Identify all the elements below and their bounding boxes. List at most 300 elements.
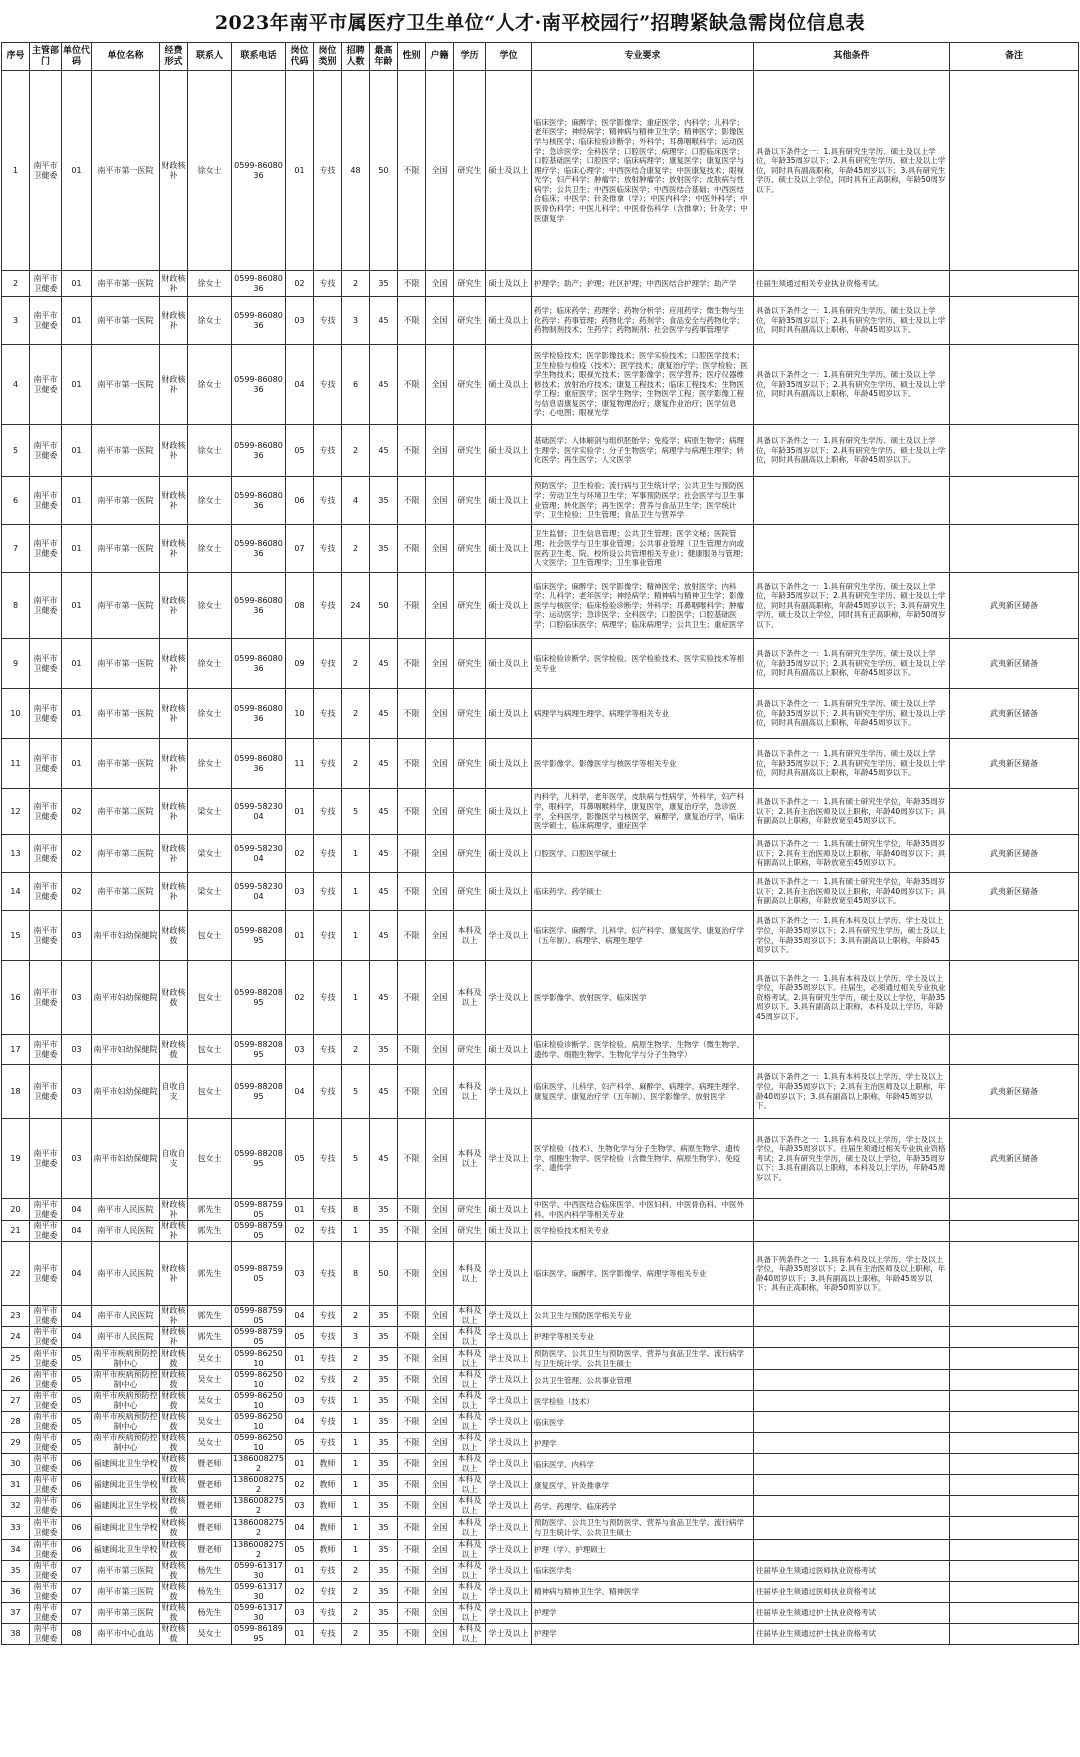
gender-cell: 不限 <box>398 1199 426 1221</box>
table-row <box>2 1475 1079 1496</box>
remarks-cell <box>950 1348 1079 1370</box>
table-row <box>2 1517 1079 1539</box>
remarks-cell <box>950 297 1079 345</box>
household-registration-cell: 全国 <box>426 1517 454 1539</box>
education-cell: 研究生 <box>454 345 486 425</box>
unit-name-cell: 南平市第一医院 <box>92 739 160 789</box>
household-registration-cell: 全国 <box>426 345 454 425</box>
degree-cell: 学士及以上 <box>486 911 532 961</box>
table-row <box>2 477 1079 525</box>
max-age-cell: 35 <box>370 477 398 525</box>
major-requirements-cell: 临床医学、儿科学、妇产科学、麻醉学、病理学、病理生理学、康复医学、康复治疗学（五年制）、医学影像学、放射医学 <box>532 1065 754 1119</box>
recruit-count-cell: 1 <box>342 873 370 911</box>
other-conditions-cell: 具备以下条件之一：1.具有本科及以上学历、学士及以上学位，年龄35周岁以下。往届生，必须通过相关专业执业资格考试。2.具有研究生学历，硕士及以上学位，年龄35周岁以下。3.具有副高以上职称，本科及以上学历，年龄45周岁以下。 <box>754 961 950 1035</box>
degree-cell: 硕士及以上 <box>486 425 532 477</box>
table-body <box>2 71 1079 1645</box>
major-requirements-cell: 护理学等相关专业 <box>532 1327 754 1348</box>
degree-cell: 学士及以上 <box>486 961 532 1035</box>
post-code-cell: 11 <box>286 739 314 789</box>
recruit-count-cell: 1 <box>342 1496 370 1517</box>
gender-cell: 不限 <box>398 1602 426 1623</box>
education-cell: 本科及以上 <box>454 911 486 961</box>
table-row <box>2 1221 1079 1242</box>
degree-cell: 硕士及以上 <box>486 1199 532 1221</box>
household-registration-cell: 全国 <box>426 1496 454 1517</box>
gender-cell: 不限 <box>398 1581 426 1602</box>
unit-code-cell: 02 <box>62 873 92 911</box>
recruit-count-cell: 1 <box>342 1433 370 1454</box>
department-cell: 南平市卫健委 <box>30 1433 62 1454</box>
recruit-count-cell: 24 <box>342 573 370 639</box>
table-row <box>2 1560 1079 1581</box>
post-type-cell: 专技 <box>314 689 342 739</box>
contact-person-cell: 吴女士 <box>188 1348 232 1370</box>
gender-cell: 不限 <box>398 1327 426 1348</box>
household-registration-cell: 全国 <box>426 1433 454 1454</box>
degree-cell: 学士及以上 <box>486 1412 532 1433</box>
unit-name-cell: 南平市妇幼保健院 <box>92 961 160 1035</box>
household-registration-cell: 全国 <box>426 739 454 789</box>
department-cell: 南平市卫健委 <box>30 1221 62 1242</box>
degree-cell: 学士及以上 <box>486 1327 532 1348</box>
unit-code-cell: 01 <box>62 297 92 345</box>
post-type-cell: 专技 <box>314 789 342 835</box>
table-row <box>2 1348 1079 1370</box>
department-cell: 南平市卫健委 <box>30 1391 62 1412</box>
unit-name-cell: 南平市中心血站 <box>92 1623 160 1644</box>
table-row <box>2 1370 1079 1391</box>
household-registration-cell: 全国 <box>426 961 454 1035</box>
max-age-cell: 35 <box>370 1306 398 1327</box>
education-cell: 本科及以上 <box>454 1496 486 1517</box>
table-row <box>2 1496 1079 1517</box>
post-type-cell: 专技 <box>314 835 342 873</box>
table-row <box>2 1623 1079 1644</box>
contact-phone-cell: 0599-8608036 <box>232 573 286 639</box>
degree-cell: 硕士及以上 <box>486 71 532 271</box>
funding-type-cell: 财政核补 <box>160 425 188 477</box>
unit-code-cell: 08 <box>62 1623 92 1644</box>
remarks-cell <box>950 961 1079 1035</box>
department-cell: 南平市卫健委 <box>30 1327 62 1348</box>
unit-code-cell: 04 <box>62 1242 92 1306</box>
gender-cell: 不限 <box>398 1412 426 1433</box>
department-cell: 南平市卫健委 <box>30 1454 62 1475</box>
contact-person-cell: 吴女士 <box>188 1370 232 1391</box>
household-registration-cell: 全国 <box>426 1412 454 1433</box>
gender-cell: 不限 <box>398 1560 426 1581</box>
department-cell: 南平市卫健委 <box>30 297 62 345</box>
post-code-cell: 04 <box>286 1412 314 1433</box>
contact-phone-cell: 0599-8875905 <box>232 1242 286 1306</box>
table-row <box>2 873 1079 911</box>
row-number-cell: 10 <box>2 689 30 739</box>
household-registration-cell: 全国 <box>426 1119 454 1199</box>
recruit-count-cell: 1 <box>342 1475 370 1496</box>
unit-code-cell: 01 <box>62 425 92 477</box>
post-code-cell: 10 <box>286 689 314 739</box>
education-cell: 本科及以上 <box>454 1412 486 1433</box>
table-row <box>2 911 1079 961</box>
row-number-cell: 16 <box>2 961 30 1035</box>
row-number-cell: 22 <box>2 1242 30 1306</box>
max-age-cell: 45 <box>370 1119 398 1199</box>
contact-phone-cell: 0599-8608036 <box>232 689 286 739</box>
row-number-cell: 27 <box>2 1391 30 1412</box>
max-age-cell: 45 <box>370 873 398 911</box>
post-type-cell: 专技 <box>314 1221 342 1242</box>
major-requirements-cell: 护理学 <box>532 1433 754 1454</box>
gender-cell: 不限 <box>398 345 426 425</box>
major-requirements-cell: 病理学与病理生理学、病理学等相关专业 <box>532 689 754 739</box>
unit-name-cell: 南平市第一医院 <box>92 425 160 477</box>
contact-person-cell: 杨先生 <box>188 1581 232 1602</box>
major-requirements-cell: 护理学；助产；护理；社区护理；中西医结合护理学；助产学 <box>532 271 754 297</box>
recruit-count-cell: 2 <box>342 1560 370 1581</box>
row-number-cell: 28 <box>2 1412 30 1433</box>
contact-person-cell: 暨老师 <box>188 1517 232 1539</box>
post-code-cell: 04 <box>286 1306 314 1327</box>
post-code-cell: 01 <box>286 1623 314 1644</box>
max-age-cell: 35 <box>370 1035 398 1065</box>
contact-person-cell: 吴女士 <box>188 1433 232 1454</box>
unit-name-cell: 南平市人民医院 <box>92 1221 160 1242</box>
row-number-cell: 9 <box>2 639 30 689</box>
post-type-cell: 教师 <box>314 1539 342 1560</box>
funding-type-cell: 财政核补 <box>160 689 188 739</box>
contact-phone-cell: 0599-8820895 <box>232 961 286 1035</box>
household-registration-cell: 全国 <box>426 1391 454 1412</box>
contact-phone-cell: 0599-8608036 <box>232 477 286 525</box>
unit-code-cell: 04 <box>62 1306 92 1327</box>
row-number-cell: 17 <box>2 1035 30 1065</box>
major-requirements-cell: 临床药学、药学硕士 <box>532 873 754 911</box>
column-header: 经费形式 <box>160 43 188 71</box>
recruit-count-cell: 8 <box>342 1242 370 1306</box>
unit-name-cell: 南平市疾病预防控制中心 <box>93 1391 158 1411</box>
contact-person-cell: 梁女士 <box>188 873 232 911</box>
other-conditions-cell: 具备以下条件之一：1.具有研究生学历、硕士及以上学位，年龄35周岁以下；2.具有研究生学历、硕士及以上学位，同时具有副高以上职称，年龄45周岁以下。 <box>754 689 950 739</box>
contact-phone-cell: 0599-5823004 <box>232 873 286 911</box>
remarks-cell <box>950 789 1079 835</box>
unit-code-cell: 06 <box>62 1475 92 1496</box>
other-conditions-cell <box>754 1391 950 1412</box>
funding-type-cell: 财政核拨 <box>161 1475 186 1495</box>
post-type-cell: 专技 <box>314 1306 342 1327</box>
other-conditions-cell: 往届毕业生须通过医师执业资格考试 <box>754 1560 950 1581</box>
education-cell: 研究生 <box>454 1035 486 1065</box>
row-number-cell: 31 <box>2 1475 30 1496</box>
row-number-cell: 1 <box>2 71 30 271</box>
education-cell: 研究生 <box>454 835 486 873</box>
funding-type-cell: 财政核拨 <box>161 1560 186 1580</box>
max-age-cell: 35 <box>370 1560 398 1581</box>
recruit-count-cell: 1 <box>342 911 370 961</box>
department-cell: 南平市卫健委 <box>30 573 62 639</box>
major-requirements-cell: 临床医学、麻醉学、医学影像学、病理学等相关专业 <box>532 1242 754 1306</box>
other-conditions-cell: 具备以下条件之一：1.具有本科及以上学历、学士及以上学位，年龄35周岁以下；2.具有主治医师及以上职称，年龄40周岁以下；3.具有副高以上职称，年龄45周岁以下。 <box>754 1065 950 1119</box>
unit-code-cell: 03 <box>62 1065 92 1119</box>
gender-cell: 不限 <box>398 873 426 911</box>
remarks-cell <box>950 1199 1079 1221</box>
funding-type-cell: 财政核拨 <box>161 1581 186 1601</box>
contact-phone-cell: 0599-8608036 <box>232 271 286 297</box>
gender-cell: 不限 <box>398 1221 426 1242</box>
post-type-cell: 专技 <box>314 1327 342 1348</box>
unit-code-cell: 05 <box>62 1370 92 1391</box>
unit-code-cell: 01 <box>62 689 92 739</box>
unit-code-cell: 06 <box>62 1539 92 1560</box>
unit-name-cell: 南平市第一医院 <box>92 71 160 271</box>
contact-phone-cell: 13860082752 <box>233 1496 284 1516</box>
education-cell: 本科及以上 <box>454 1242 486 1306</box>
major-requirements-cell: 临床检验诊断学、医学检验、病原生物学、生物学（微生物学、遗传学、细胞生物学、生物化学与分子生物学） <box>532 1035 754 1065</box>
post-type-cell: 专技 <box>314 71 342 271</box>
gender-cell: 不限 <box>398 477 426 525</box>
recruit-count-cell: 2 <box>342 1581 370 1602</box>
max-age-cell: 35 <box>370 271 398 297</box>
max-age-cell: 35 <box>370 1581 398 1602</box>
unit-name-cell: 南平市第三医院 <box>92 1560 160 1581</box>
major-requirements-cell: 基础医学；人体解剖与组织胚胎学；免疫学；病原生物学；病理生理学；医学实验学；分子生物医学；病理学与病理生理学；转化医学；再生医学；人文医学 <box>532 425 754 477</box>
column-header: 专业要求 <box>532 43 754 71</box>
remarks-cell <box>950 1581 1079 1602</box>
table-row <box>2 1199 1079 1221</box>
max-age-cell: 45 <box>370 911 398 961</box>
max-age-cell: 45 <box>370 1065 398 1119</box>
funding-type-cell: 财政核拨 <box>161 1602 186 1622</box>
degree-cell: 硕士及以上 <box>486 477 532 525</box>
funding-type-cell: 财政核拨 <box>160 1348 188 1370</box>
recruit-count-cell: 2 <box>342 271 370 297</box>
major-requirements-cell: 口腔医学、口腔医学硕士 <box>532 835 754 873</box>
table-row <box>2 1391 1079 1412</box>
funding-type-cell: 财政核补 <box>160 835 188 873</box>
unit-name-cell: 南平市人民医院 <box>92 1327 160 1348</box>
household-registration-cell: 全国 <box>426 835 454 873</box>
post-code-cell: 01 <box>286 1560 314 1581</box>
contact-person-cell: 吴女士 <box>188 1623 232 1644</box>
post-type-cell: 专技 <box>314 525 342 573</box>
row-number-cell: 15 <box>2 911 30 961</box>
post-code-cell: 02 <box>286 1370 314 1391</box>
other-conditions-cell: 具备以下条件之一：1.具有本科及以上学历，学士及以上学位，年龄35周岁以下。往届生须通过相关专业执业资格考试；2.具有研究生学历，硕士及以上学位，年龄35周岁以下；3.具有副高以上职称，本科及以上学历，年龄45周岁以下。 <box>754 1119 950 1199</box>
contact-phone-cell: 0599-8618995 <box>232 1623 286 1644</box>
row-number-cell: 33 <box>2 1517 30 1539</box>
contact-person-cell: 包女士 <box>188 911 232 961</box>
max-age-cell: 35 <box>370 1412 398 1433</box>
unit-name-cell: 南平市第一医院 <box>92 525 160 573</box>
education-cell: 研究生 <box>454 271 486 297</box>
column-header: 单位代码 <box>62 43 92 71</box>
recruit-count-cell: 2 <box>342 425 370 477</box>
household-registration-cell: 全国 <box>426 525 454 573</box>
unit-name-cell: 南平市第三医院 <box>92 1602 160 1623</box>
funding-type-cell: 财政核补 <box>160 525 188 573</box>
unit-code-cell: 03 <box>62 1119 92 1199</box>
education-cell: 本科及以上 <box>454 1306 486 1327</box>
unit-name-cell: 南平市第二医院 <box>92 835 160 873</box>
contact-person-cell: 包女士 <box>188 1119 232 1199</box>
post-code-cell: 01 <box>286 1454 314 1475</box>
row-number-cell: 19 <box>2 1119 30 1199</box>
major-requirements-cell: 预防医学、公共卫生与预防医学、营养与食品卫生学、流行病学与卫生统计学、公共卫生硕士 <box>532 1348 754 1370</box>
row-number-cell: 23 <box>2 1306 30 1327</box>
other-conditions-cell <box>754 477 950 525</box>
contact-phone-cell: 0599-8820895 <box>232 911 286 961</box>
table-row <box>2 1539 1079 1560</box>
household-registration-cell: 全国 <box>426 639 454 689</box>
max-age-cell: 45 <box>370 739 398 789</box>
gender-cell: 不限 <box>398 961 426 1035</box>
recruit-count-cell: 1 <box>342 1221 370 1242</box>
unit-code-cell: 01 <box>62 271 92 297</box>
contact-phone-cell: 0599-8625010 <box>232 1412 286 1433</box>
contact-phone-cell: 0599-8608036 <box>232 639 286 689</box>
post-type-cell: 专技 <box>314 573 342 639</box>
other-conditions-cell <box>754 1199 950 1221</box>
recruit-count-cell: 2 <box>342 1035 370 1065</box>
department-cell: 南平市卫健委 <box>30 1348 62 1370</box>
max-age-cell: 35 <box>370 1623 398 1644</box>
department-cell: 南平市卫健委 <box>30 1517 62 1539</box>
contact-phone-cell: 0599-5823004 <box>232 835 286 873</box>
row-number-cell: 18 <box>2 1065 30 1119</box>
table-row <box>2 345 1079 425</box>
education-cell: 本科及以上 <box>454 1517 486 1539</box>
contact-phone-cell: 0599-8625010 <box>232 1370 286 1391</box>
max-age-cell: 35 <box>370 1475 398 1496</box>
row-number-cell: 24 <box>2 1327 30 1348</box>
degree-cell: 学士及以上 <box>486 1306 532 1327</box>
post-type-cell: 教师 <box>314 1517 342 1539</box>
unit-name-cell: 南平市第一医院 <box>92 573 160 639</box>
other-conditions-cell <box>754 525 950 573</box>
table-row <box>2 739 1079 789</box>
recruit-count-cell: 1 <box>342 835 370 873</box>
household-registration-cell: 全国 <box>426 477 454 525</box>
unit-name-cell: 南平市妇幼保健院 <box>92 1119 160 1199</box>
other-conditions-cell: 具备以下条件之一：1.具有本科及以上学历、学士及以上学位，年龄35周岁以下；2.具有研究生学历，硕士及以上学位，年龄35周岁以下；3.具有副高以上职称，年龄45周岁以下。 <box>754 911 950 961</box>
unit-code-cell: 01 <box>62 639 92 689</box>
unit-code-cell: 01 <box>62 477 92 525</box>
contact-person-cell: 徐女士 <box>188 297 232 345</box>
major-requirements-cell: 临床医学类 <box>532 1560 754 1581</box>
recruit-count-cell: 3 <box>342 1327 370 1348</box>
contact-phone-cell: 0599-8820895 <box>232 1035 286 1065</box>
recruit-count-cell: 2 <box>342 1370 370 1391</box>
max-age-cell: 35 <box>370 1454 398 1475</box>
unit-name-cell: 南平市第一医院 <box>92 297 160 345</box>
degree-cell: 学士及以上 <box>486 1119 532 1199</box>
major-requirements-cell: 中医学、中西医结合临床医学、中医妇科、中医骨伤科、中医外科、中医内科学等相关专业 <box>532 1199 754 1221</box>
post-code-cell: 03 <box>286 1035 314 1065</box>
education-cell: 本科及以上 <box>454 1581 486 1602</box>
funding-type-cell: 财政核拨 <box>160 1517 188 1539</box>
department-cell: 南平市卫健委 <box>30 961 62 1035</box>
contact-person-cell: 郭先生 <box>188 1306 232 1327</box>
contact-phone-cell: 0599-8625010 <box>232 1433 286 1454</box>
unit-name-cell: 南平市人民医院 <box>92 1199 160 1221</box>
education-cell: 本科及以上 <box>454 1348 486 1370</box>
household-registration-cell: 全国 <box>426 789 454 835</box>
remarks-cell <box>950 1221 1079 1242</box>
remarks-cell: 武夷新区储备 <box>950 1065 1079 1119</box>
post-code-cell: 02 <box>286 961 314 1035</box>
recruit-count-cell: 5 <box>342 789 370 835</box>
funding-type-cell: 财政核拨 <box>161 1496 186 1516</box>
contact-person-cell: 郭先生 <box>188 1199 232 1221</box>
post-code-cell: 01 <box>286 911 314 961</box>
other-conditions-cell <box>754 1412 950 1433</box>
gender-cell: 不限 <box>398 1454 426 1475</box>
household-registration-cell: 全国 <box>426 1602 454 1623</box>
household-registration-cell: 全国 <box>426 1199 454 1221</box>
row-number-cell: 36 <box>2 1581 30 1602</box>
other-conditions-cell: 往届毕业生须通过护士执业资格考试 <box>754 1623 950 1644</box>
degree-cell: 硕士及以上 <box>486 573 532 639</box>
education-cell: 研究生 <box>454 873 486 911</box>
unit-code-cell: 05 <box>62 1348 92 1370</box>
major-requirements-cell: 医学影像学、影像医学与核医学等相关专业 <box>532 739 754 789</box>
recruit-count-cell: 1 <box>342 1539 370 1560</box>
unit-code-cell: 03 <box>62 1035 92 1065</box>
table-row <box>2 271 1079 297</box>
major-requirements-cell: 公共卫生与预防医学相关专业 <box>532 1306 754 1327</box>
max-age-cell: 35 <box>370 1433 398 1454</box>
funding-type-cell: 财政核拨 <box>160 1035 188 1065</box>
post-code-cell: 04 <box>286 345 314 425</box>
unit-name-cell: 南平市疾病预防控制中心 <box>93 1370 158 1390</box>
recruit-count-cell: 2 <box>342 1348 370 1370</box>
education-cell: 本科及以上 <box>454 961 486 1035</box>
education-cell: 研究生 <box>454 71 486 271</box>
contact-person-cell: 徐女士 <box>188 425 232 477</box>
page-title: 2023年南平市属医疗卫生单位“人才·南平校园行”招聘紧缺急需岗位信息表 <box>214 12 866 34</box>
department-cell: 南平市卫健委 <box>30 1119 62 1199</box>
remarks-cell: 武夷新区储备 <box>950 639 1079 689</box>
post-code-cell: 07 <box>286 525 314 573</box>
contact-person-cell: 徐女士 <box>188 345 232 425</box>
unit-code-cell: 01 <box>62 573 92 639</box>
post-type-cell: 专技 <box>314 1391 342 1412</box>
funding-type-cell: 财政核补 <box>160 639 188 689</box>
row-number-cell: 34 <box>2 1539 30 1560</box>
max-age-cell: 50 <box>370 1242 398 1306</box>
unit-code-cell: 06 <box>62 1496 92 1517</box>
major-requirements-cell: 临床医学 <box>532 1412 754 1433</box>
other-conditions-cell: 往届毕业生须通过医师执业资格考试 <box>754 1581 950 1602</box>
recruit-count-cell: 3 <box>342 297 370 345</box>
unit-name-cell: 福建闽北卫生学校 <box>92 1475 160 1496</box>
degree-cell: 学士及以上 <box>486 1602 532 1623</box>
row-number-cell: 14 <box>2 873 30 911</box>
contact-phone-cell: 13860082752 <box>232 1517 286 1539</box>
education-cell: 研究生 <box>454 297 486 345</box>
remarks-cell <box>950 1623 1079 1644</box>
post-code-cell: 02 <box>286 271 314 297</box>
table-row <box>2 1119 1079 1199</box>
other-conditions-cell <box>754 1221 950 1242</box>
post-code-cell: 03 <box>286 1242 314 1306</box>
department-cell: 南平市卫健委 <box>30 1199 62 1221</box>
other-conditions-cell <box>754 1370 950 1391</box>
department-cell: 南平市卫健委 <box>30 1623 62 1644</box>
other-conditions-cell <box>754 1539 950 1560</box>
other-conditions-cell <box>754 1433 950 1454</box>
post-type-cell: 专技 <box>314 873 342 911</box>
contact-person-cell: 吴女士 <box>188 1391 232 1412</box>
